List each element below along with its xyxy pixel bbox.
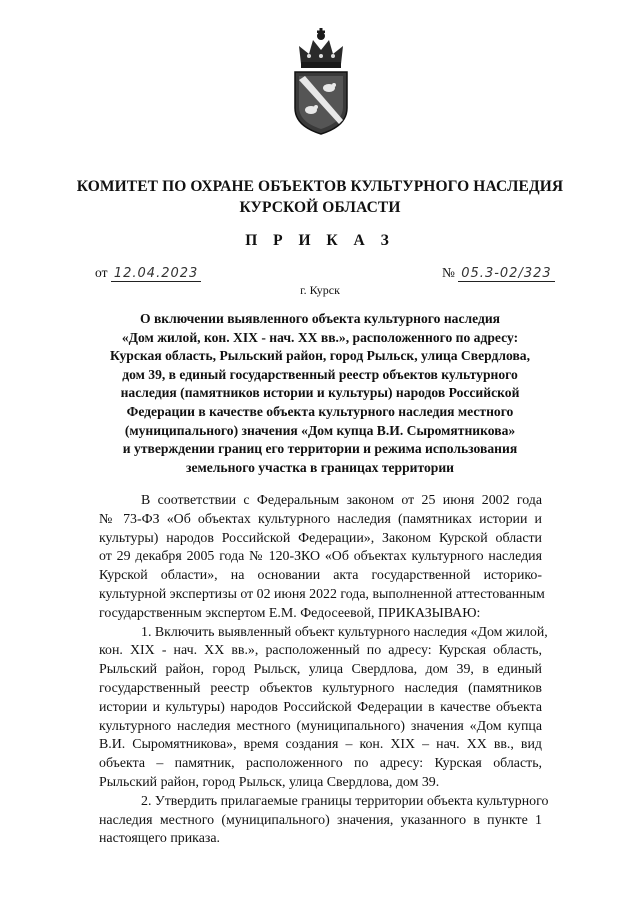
body-line: государственным экспертом Е.М. Федосеевой, ПРИКАЗЫВАЮ: <box>99 605 481 621</box>
body-line: истории и культуры) народов Российской Федерации в качестве объекта <box>99 699 542 715</box>
body-line: культуры) народов Российской Федерации», Законом Курской области <box>99 530 542 546</box>
body-line: наследия местного (муниципального) значения, указанного в пункте 1 <box>99 812 542 828</box>
order-date <box>95 265 201 281</box>
heading-line: дом 39, в единый государственный реестр объектов культурного <box>122 366 518 382</box>
committee-line: КУРСКОЙ ОБЛАСТИ <box>239 199 401 216</box>
handwritten-number: 05.3-02/323 <box>458 266 554 282</box>
body-line: Рыльский район, город Рыльск, улица Свердлова, дом 39, в единый <box>99 662 542 678</box>
body-line: № 73-ФЗ «Об объектах культурного наследия (памятниках истории и <box>99 511 542 527</box>
date-prefix: от <box>95 265 108 280</box>
body-line: 2. Утвердить прилагаемые границы территории объекта культурного <box>141 793 549 809</box>
body-line: В.И. Сыромятникова», время создания – кон. XIX – нач. XX вв., вид <box>99 737 542 753</box>
heading-line: О включении выявленного объекта культурного наследия <box>139 311 501 326</box>
number-prefix: № <box>442 265 455 280</box>
heading-line: Федерации в качестве объекта культурного наследия местного <box>126 403 514 419</box>
body-line: кон. XIX - нач. XX вв.», расположенный по адресу: Курская область, <box>99 643 542 659</box>
body-line: от 29 декабря 2005 года № 120-ЗКО «Об объектах культурного наследия <box>99 549 542 565</box>
heading-line: и утверждении границ его территории и режима использования <box>122 441 518 457</box>
body-line: объекта – памятник, расположенного по адресу: Курская область, <box>99 756 542 772</box>
heading-line: наследия (памятников истории и культуры) народов Российской <box>120 385 520 401</box>
committee-name <box>60 176 580 218</box>
order-body <box>99 492 549 849</box>
order-number <box>442 265 555 281</box>
heading-line: «Дом жилой, кон. XIX - нач. XX вв.», расположенного по адресу: <box>121 329 519 345</box>
handwritten-date: 12.04.2023 <box>111 266 201 282</box>
heading-line: земельного участка в границах территории <box>186 459 454 475</box>
body-line: 1. Включить выявленный объект культурного наследия «Дом жилой, <box>141 624 548 640</box>
body-line: Рыльский район, город Рыльск, улица Свердлова, дом 39. <box>99 774 440 790</box>
document-type-title: П Р И К А З <box>245 232 395 249</box>
heading-line: (муниципального) значения «Дом купца В.И. Сыромятникова» <box>124 422 516 438</box>
order-heading <box>98 310 542 477</box>
city-label: г. Курск <box>300 283 340 297</box>
committee-line: КОМИТЕТ ПО ОХРАНЕ ОБЪЕКТОВ КУЛЬТУРНОГО НАСЛЕДИЯ <box>76 178 564 195</box>
body-line: В соответствии с Федеральным законом от 25 июня 2002 года <box>141 493 542 508</box>
body-line: Курской области», на основании акта государственной историко- <box>99 568 542 584</box>
body-line: культурной экспертизы от 02 июня 2022 года, выполненной аттестованным <box>99 586 545 602</box>
heading-line: Курская область, Рыльский район, город Рыльск, улица Свердлова, <box>109 348 531 364</box>
body-line: настоящего приказа. <box>99 831 220 847</box>
kursk-coat-of-arms-icon <box>289 24 353 136</box>
body-line: государственный реестр объектов культурного наследия (памятников <box>99 680 542 696</box>
body-line: культурного наследия местного (муниципального) значения «Дом купца <box>99 718 542 734</box>
